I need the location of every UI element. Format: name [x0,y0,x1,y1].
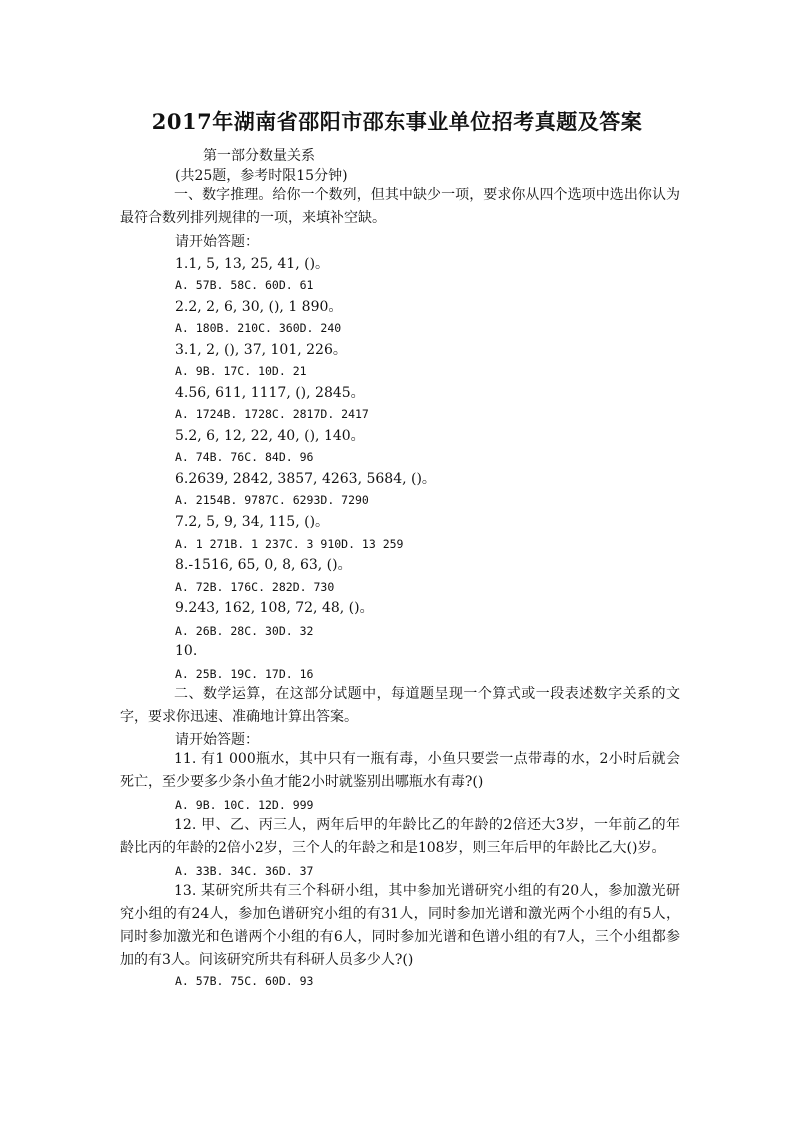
question-3-options: A. 9B. 17C. 10D. 21 [175,364,307,378]
question-8-options: A. 72B. 176C. 282D. 730 [175,580,335,594]
section2-intro: 二、数学运算，在这部分试题中，每道题呈现一个算式或一段表述数字关系的文字，要求你迅速、准确地计算出答案。 [120,686,680,725]
part1-note: (共25题，参考时限15分钟) [175,168,348,184]
question-12: 12. 甲、乙、丙三人，两年后甲的年龄比乙的年龄的2倍还大3岁，一年前乙的年龄比丙的年龄的2倍小2岁，三个人的年龄之和是108岁，则三年后甲的年龄比乙大()岁。 [120,817,680,856]
question-13-options: A. 57B. 75C. 60D. 93 [175,974,314,988]
start-prompt-2: 请开始答题： [175,732,259,748]
question-4: 4.56, 611, 1117, (), 2845。 [175,385,365,401]
question-11-options: A. 9B. 10C. 12D. 999 [175,798,314,812]
question-8: 8.-1516, 65, 0, 8, 63, ()。 [175,557,352,573]
question-3: 3.1, 2, (), 37, 101, 226。 [175,342,347,358]
question-1-options: A. 57B. 58C. 60D. 61 [175,278,314,292]
part1-heading: 第一部分数量关系 [203,148,315,164]
question-10-options: A. 25B. 19C. 17D. 16 [175,667,314,681]
question-4-options: A. 1724B. 1728C. 2817D. 2417 [175,407,369,421]
document-title: 2017年湖南省邵阳市邵东事业单位招考真题及答案 [151,109,643,134]
question-12-options: A. 33B. 34C. 36D. 37 [175,864,314,878]
question-10: 10. [175,643,198,659]
question-2: 2.2, 2, 6, 30, (), 1 890。 [175,299,343,315]
question-9-options: A. 26B. 28C. 30D. 32 [175,624,314,638]
question-7: 7.2, 5, 9, 34, 115, ()。 [175,514,330,530]
question-5-options: A. 74B. 76C. 84D. 96 [175,450,314,464]
question-11: 11. 有1 000瓶水，其中只有一瓶有毒，小鱼只要尝一点带毒的水，2小时后就会死亡，至少要多少条小鱼才能2小时就鉴别出哪瓶水有毒?() [120,751,680,790]
question-5: 5.2, 6, 12, 22, 40, (), 140。 [175,428,365,444]
question-1: 1.1, 5, 13, 25, 41, ()。 [175,256,330,272]
question-13: 13. 某研究所共有三个科研小组，其中参加光谱研究小组的有20人，参加激光研究小组的有24人，参加色谱研究小组的有31人，同时参加光谱和激光两个小组的有5人，同时参加激光和色谱两个小组的有6人，同时参加光谱和色谱小组的有7人，三个小组都参加的有3人。问该研究所共有科研人员多少人?() [120,883,680,968]
section1-intro: 一、数字推理。给你一个数列，但其中缺少一项，要求你从四个选项中选出你认为最符合数列排列规律的一项，来填补空缺。 [120,187,680,226]
question-2-options: A. 180B. 210C. 360D. 240 [175,321,342,335]
start-prompt-1: 请开始答题： [175,234,259,250]
question-6-options: A. 2154B. 9787C. 6293D. 7290 [175,493,369,507]
question-6: 6.2639, 2842, 3857, 4263, 5684, ()。 [175,471,436,487]
question-7-options: A. 1 271B. 1 237C. 3 910D. 13 259 [175,537,404,551]
question-9: 9.243, 162, 108, 72, 48, ()。 [175,600,374,616]
